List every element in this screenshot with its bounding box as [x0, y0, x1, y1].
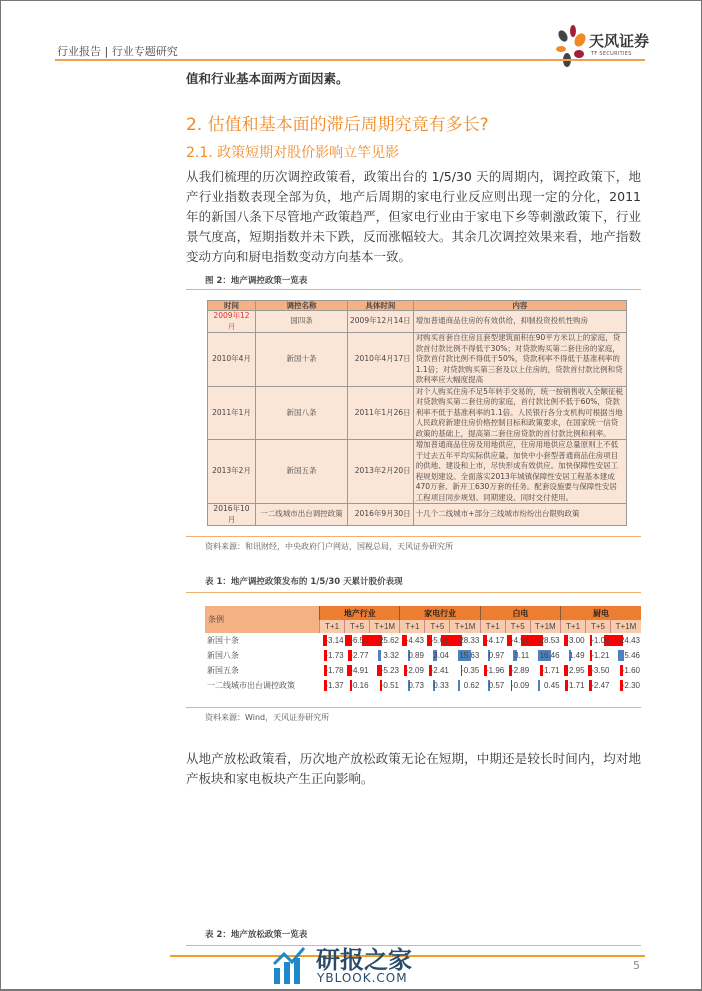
value-cell	[320, 678, 345, 693]
value: -1.78	[325, 666, 344, 675]
value: -2.47	[591, 681, 610, 690]
subsection-heading: 2.1. 政策短期对股价影响立竿见影	[186, 145, 400, 161]
value-cell	[505, 648, 530, 663]
value-cell	[450, 648, 480, 663]
cell-date: 2013年2月20日	[348, 440, 414, 504]
value-cell	[610, 648, 641, 663]
cell-content: 对购买首套自住房且套型建筑面积在90平方米以上的家庭，贷款首付款比例不得低于30%；对贷款购买第二套住房的家庭，贷款首付款比例不得低于50%，贷款利率不得低于基准利率的1.1倍；对贷款购买第三套及以上住房的，贷款首付款比例和贷款利率应大幅度提高	[413, 333, 626, 387]
value: -1.71	[566, 681, 585, 690]
value-cell	[561, 633, 586, 648]
value-cell	[610, 678, 641, 693]
value: -1.21	[591, 651, 610, 660]
value: -5.23	[380, 666, 399, 675]
value-cell	[400, 648, 425, 663]
value-cell	[480, 663, 505, 678]
sub-header: T+1M	[530, 620, 560, 633]
cell-time: 2016年10月	[208, 504, 256, 526]
sub-header: T+5	[425, 620, 450, 633]
value: -2.77	[350, 651, 369, 660]
value: -2.95	[566, 666, 585, 675]
source-note: 资料来源：和讯财经，中央政府门户网站，国税总局，天风证券研究所	[205, 542, 453, 551]
value: -0.51	[380, 681, 399, 690]
table-row	[205, 633, 641, 648]
value-cell	[530, 678, 560, 693]
table-row	[205, 678, 641, 693]
value-cell	[505, 678, 530, 693]
value-cell	[561, 678, 586, 693]
value-cell	[561, 663, 586, 678]
value: 15.63	[459, 651, 480, 660]
value-cell	[400, 663, 425, 678]
col-header: 内容	[413, 301, 626, 311]
value: 0.57	[488, 681, 505, 690]
col-header: 时间	[208, 301, 256, 311]
divider	[186, 536, 641, 537]
data-bar	[458, 680, 460, 691]
value-cell	[425, 648, 450, 663]
value: -1.71	[541, 666, 560, 675]
value: -0.09	[510, 681, 530, 690]
value-cell	[450, 633, 480, 648]
cell-time: 2010年4月	[208, 333, 256, 387]
cell-time: 2009年12月	[208, 311, 256, 333]
cell-name: 新国八条	[256, 386, 348, 440]
cell-date: 2009年12月14日	[348, 311, 414, 333]
cell-name: 新国五条	[256, 440, 348, 504]
logo-en: TF SECURITIES	[591, 51, 632, 57]
figure-caption: 图 2：地产调控政策一览表	[205, 276, 308, 286]
divider	[186, 707, 641, 708]
value-cell	[586, 663, 611, 678]
cell-name: 新国十条	[256, 333, 348, 387]
value: -1.60	[621, 666, 640, 675]
divider	[186, 945, 641, 946]
value-cell	[530, 633, 560, 648]
value-cell	[320, 633, 345, 648]
table-caption: 表 1：地产调控政策发布的 1/5/30 天累计股价表现	[205, 577, 403, 587]
sub-header: T+1	[561, 620, 586, 633]
value: 0.89	[408, 651, 424, 660]
value-cell	[345, 663, 370, 678]
value: -2.41	[430, 666, 449, 675]
value: 0.97	[488, 651, 505, 660]
data-bar	[378, 650, 382, 661]
value: 3.32	[383, 651, 399, 660]
value-cell	[561, 648, 586, 663]
cell-date: 2016年9月30日	[348, 504, 414, 526]
company-logo	[553, 24, 650, 70]
cell-time: 2013年2月	[208, 440, 256, 504]
value: 0.73	[408, 681, 424, 690]
value: 0.62	[463, 681, 480, 690]
value: -5.01	[430, 636, 449, 645]
value-cell	[370, 633, 400, 648]
value: -2.09	[405, 666, 424, 675]
cell-content: 增加普通商品住房的有效供给，抑制投资投机性购房	[413, 311, 626, 333]
logo-cn: 天风证券	[589, 32, 650, 50]
chart-logo-icon	[272, 944, 308, 984]
value: -0.16	[350, 681, 369, 690]
watermark-en: YBLOOK.COM	[317, 971, 408, 985]
logo-petals-icon	[553, 24, 589, 70]
value: -1.37	[325, 681, 344, 690]
value: 5.46	[624, 651, 640, 660]
row-label: 新国十条	[207, 636, 239, 645]
value: 0.45	[544, 681, 560, 690]
value-cell	[450, 678, 480, 693]
sub-header: T+1	[480, 620, 505, 633]
cell-content: 增加普通商品住房及用地供应，住房用地供应总量原则上不低于过去五年平均实际供应量。加快中小套型普通商品住房项目的供地、建设和上市，尽快形成有效供应。加快保障性安居工程规划建设。全面落实2013年城镇保障性安居工程基本建成470万套、新开工630万套的任务。配套设施要与保障性安居工程项目同步规划、同期建设、同时交付使用。	[413, 440, 626, 504]
value: -4.91	[350, 666, 369, 675]
row-label: 一二线城市出台调控政策	[207, 681, 295, 690]
sub-header: T+1	[320, 620, 345, 633]
paragraph: 从地产放松政策看，历次地产放松政策无论在短期，中期还是较长时间内，均对地产板块和家电板块产生正向影响。	[186, 751, 641, 786]
section-heading: 2. 估值和基本面的滞后周期究竟有多长?	[186, 115, 489, 135]
sub-header: T+1	[400, 620, 425, 633]
cell-content: 对个人购买住房不足5年转手交易的，统一按销售收入全额征税对贷款购买第二套住房的家庭，首付款比例不低于60%，贷款利率不低于基准利率的1.1倍。人民银行各分支机构可根据当地人民政府新建住房价格控制目标和政策要求，在国家统一信贷政策的基础上，提高第二套住房贷款的首付款比例和利率。	[413, 386, 626, 440]
value-cell	[530, 663, 560, 678]
value: -4.17	[485, 636, 505, 645]
value-cell	[586, 678, 611, 693]
sub-header: T+1M	[450, 620, 480, 633]
value-cell	[320, 663, 345, 678]
value: -4.91	[510, 636, 530, 645]
col-header: 调控名称	[256, 301, 348, 311]
group-header: 厨电	[561, 606, 641, 620]
value: -25.62	[376, 636, 399, 645]
value: 1.49	[568, 651, 585, 660]
sub-header: T+5	[505, 620, 530, 633]
table-row	[208, 440, 627, 504]
value-cell	[480, 648, 505, 663]
value-cell	[370, 678, 400, 693]
cell-content: 十几个二线城市+部分三线城市纷纷出台限购政策	[413, 504, 626, 526]
value-cell	[480, 678, 505, 693]
table-row	[205, 663, 641, 678]
value-cell	[400, 678, 425, 693]
group-header: 白电	[480, 606, 560, 620]
value-cell	[586, 648, 611, 663]
value: 16.46	[539, 651, 560, 660]
page-number: 5	[633, 959, 640, 972]
policy-table	[207, 300, 627, 526]
row-label: 新国八条	[207, 651, 239, 660]
value: -28.53	[536, 636, 560, 645]
paragraph: 从我们梳理的历次调控政策看，政策出台的 1/5/30 天的周期内，调控政策下，地产行业指数表现全部为负，地产后周期的家电行业反应则出现一定的分化，2011 年的新国八条下尽管地产政策趋严，但家电行业由于家电下乡等刺激政策下，行业景气度高，短期指数并未下跌，反而涨幅较大。其余几次调控效果来看，地产指数变动方向和厨电指数变动方向基本一致。	[186, 169, 641, 264]
value: -28.33	[456, 636, 480, 645]
table-row	[208, 386, 627, 440]
value: -3.50	[591, 666, 610, 675]
value: 3.04	[433, 651, 449, 660]
value: -6.53	[350, 636, 369, 645]
sub-header: T+5	[345, 620, 370, 633]
cell-time: 2011年1月	[208, 386, 256, 440]
value-cell	[450, 663, 480, 678]
row-label: 新国五条	[207, 666, 239, 675]
table-row	[208, 504, 627, 526]
data-bar	[538, 680, 540, 691]
group-header: 家电行业	[400, 606, 480, 620]
table-row	[208, 311, 627, 333]
group-header: 地产行业	[320, 606, 400, 620]
col-header: 具体时间	[348, 301, 414, 311]
cell-date: 2010年4月17日	[348, 333, 414, 387]
divider	[186, 289, 641, 290]
value-cell	[480, 633, 505, 648]
value: -2.89	[510, 666, 530, 675]
source-note: 资料来源：Wind，天风证券研究所	[205, 713, 330, 722]
value: -1.05	[591, 636, 610, 645]
watermark	[272, 942, 412, 987]
main-content	[186, 69, 641, 946]
value-cell	[610, 633, 641, 648]
cell-name: 一二线城市出台调控政策	[256, 504, 348, 526]
value-cell	[425, 663, 450, 678]
table-caption: 表 2：地产放松政策一览表	[205, 930, 308, 940]
stock-performance-table	[205, 606, 641, 693]
value-cell	[400, 633, 425, 648]
header-divider	[55, 59, 645, 61]
value: 3.11	[514, 651, 530, 660]
value-cell	[530, 648, 560, 663]
value-cell	[320, 648, 345, 663]
sub-header: T+1M	[610, 620, 641, 633]
divider	[186, 592, 641, 593]
value: -1.96	[485, 666, 505, 675]
cell-date: 2011年1月26日	[348, 386, 414, 440]
report-type-header: 行业报告 | 行业专题研究	[57, 45, 178, 58]
intro-text: 值和行业基本面两方面因素。	[186, 71, 349, 86]
value-cell	[425, 678, 450, 693]
value-cell	[610, 663, 641, 678]
value-cell	[345, 678, 370, 693]
sub-header: T+5	[586, 620, 611, 633]
table-row	[205, 648, 641, 663]
value-cell	[370, 648, 400, 663]
corner-header: 条例	[205, 606, 320, 633]
value-cell	[505, 663, 530, 678]
value: -0.35	[461, 666, 480, 675]
value: -24.43	[617, 636, 640, 645]
value-cell	[370, 663, 400, 678]
sub-header: T+1M	[370, 620, 400, 633]
value: -2.30	[621, 681, 640, 690]
value: -3.14	[325, 636, 344, 645]
value: -1.73	[325, 651, 344, 660]
value-cell	[345, 648, 370, 663]
value: 0.33	[433, 681, 449, 690]
table-row	[208, 333, 627, 387]
watermark-cn: 研报之家	[316, 946, 412, 974]
cell-name: 国四条	[256, 311, 348, 333]
value: -4.43	[405, 636, 424, 645]
value: -3.00	[566, 636, 585, 645]
